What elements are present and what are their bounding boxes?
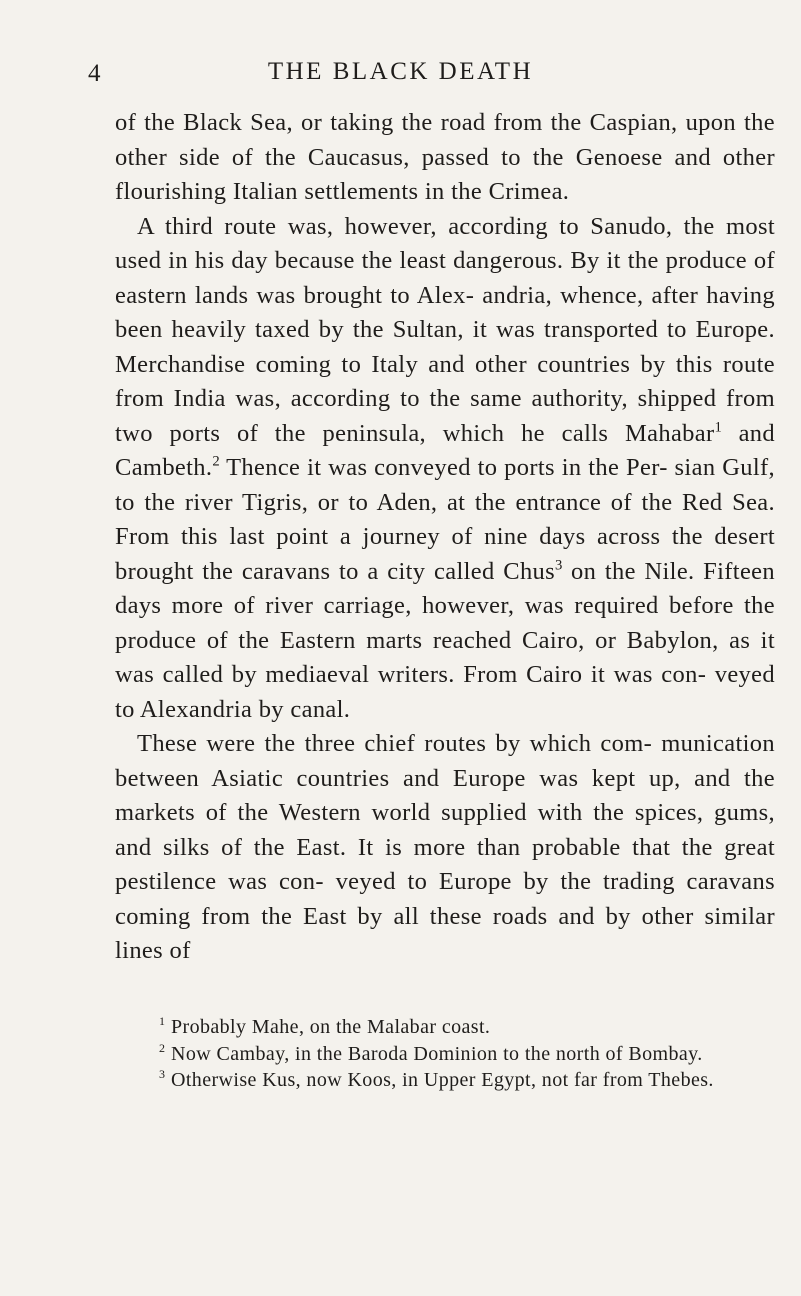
running-title: THE BLACK DEATH — [267, 58, 534, 85]
footnote-2-text: Now Cambay, in the Baroda Dominion to the north of Bombay. — [171, 1042, 703, 1065]
paragraph-1 — [115, 106, 775, 210]
paragraph-1-text: of the Black Sea, or taking the road from the Caspian, upon the other side of the Caucasus, passed to the Genoese and other flourishing Italian settlements in the Crimea. — [115, 109, 775, 205]
footnote-1-text: Probably Mahe, on the Malabar coast. — [171, 1016, 491, 1038]
paragraph-2-text-b: and Cambeth. — [115, 419, 775, 481]
paragraph-3-text: These were the three chief routes by which com- munication between Asiatic countries and Europe was kept up, and the markets of the Western world supplied with the spices, gums, and silks of the East. It is more than probable that the great pestilence was con- veyed to Europe by the trading caravans coming from the East by all these roads and by other similar lines of — [115, 730, 775, 964]
footnote-1: $^1$ Probably Mahe, on the Malabar coast. — [159, 1014, 491, 1038]
paragraph-2-text-d: on the Nile. Fifteen days more of river carriage, however, was required before the produce of the Eastern marts reached Cairo, or Babylon, as it was called by mediaeval writers. From Cairo it was con- veyed to Alexandria by canal. — [115, 557, 775, 723]
footnote-ref-1: 1 — [714, 418, 722, 435]
footnotes — [115, 1014, 775, 1094]
body-text — [115, 106, 775, 969]
footnote-3: $^3$ Otherwise Kus, now Koos, in Upper Egypt, not far from Thebes. — [159, 1067, 714, 1091]
paragraph-2 — [115, 210, 775, 728]
footnote-ref-2: 2 — [212, 453, 220, 470]
page-header — [0, 58, 801, 98]
footnote-3-text: Otherwise Kus, now Koos, in Upper Egypt, not far from Thebes. — [171, 1069, 714, 1091]
paragraph-2-text-a: A third route was, however, according to Sanudo, the most used in his day because the least dangerous. By it the produce of eastern lands was brought to Alex- andria, whence, after having been heavily taxed by the Sultan, it was transported to Europe. Merchandise coming to Italy and other countries by this route from India was, according to the same authority, shipped from two ports of the peninsula, which he calls Mahabar — [115, 212, 775, 447]
footnote-2: $^2$ Now Cambay, in the Baroda Dominion to the north of Bombay. — [159, 1040, 703, 1065]
paragraph-3 — [115, 727, 775, 969]
page-number: 4 — [88, 60, 101, 87]
paragraph-2-text-c: Thence it was conveyed to ports in the Per- sian Gulf, to the river Tigris, or to Aden, at the entrance of the Red Sea. From this last point a journey of nine days across the desert brought the caravans to a city called Chus — [115, 454, 775, 585]
footnote-ref-3: 3 — [555, 556, 563, 573]
